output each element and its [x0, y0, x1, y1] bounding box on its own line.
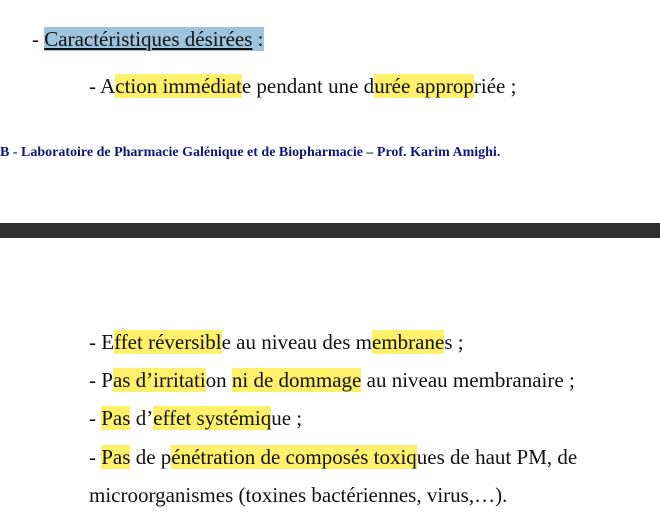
text-run: - A: [89, 74, 116, 98]
highlighted-text: énétration de composés toxiq: [171, 445, 417, 469]
page-divider: [0, 223, 660, 238]
text-run: -: [89, 445, 102, 469]
heading-bullet: -: [32, 27, 45, 51]
text-run: e pendant une d: [241, 74, 375, 98]
highlighted-text: ffet réversibl: [114, 330, 222, 354]
list-item: [89, 329, 464, 355]
text-run: s ;: [444, 330, 464, 354]
text-run: ues de haut PM, de: [416, 445, 578, 469]
text-run: -: [89, 406, 102, 430]
list-item: [89, 444, 577, 470]
heading-suffix: :: [252, 27, 264, 51]
highlighted-text: effet systémiq: [153, 406, 272, 430]
text-run: de p: [130, 445, 172, 469]
list-item: [89, 73, 516, 99]
highlighted-text: urée approp: [374, 74, 474, 98]
highlighted-text: embrane: [372, 330, 445, 354]
heading-title: Caractéristiques désirées: [44, 27, 253, 51]
text-run: - P: [89, 368, 113, 392]
text-run: on: [205, 368, 232, 392]
list-item-continuation: microorganismes (toxines bactériennes, virus,…).: [89, 483, 508, 507]
highlighted-text: Pas: [101, 445, 131, 469]
text-run: - E: [89, 330, 115, 354]
text-run: ue ;: [271, 406, 303, 430]
text-run: d’: [130, 406, 154, 430]
text-run: au niveau membranaire ;: [361, 368, 575, 392]
highlighted-text: Pas: [101, 406, 131, 430]
highlighted-text: as d’irritati: [112, 368, 206, 392]
highlighted-text: ction immédiat: [115, 74, 242, 98]
highlighted-text: ni de dommage: [231, 368, 362, 392]
section-heading: [32, 26, 264, 52]
list-item: [89, 405, 302, 431]
text-run: e au niveau des m: [221, 330, 373, 354]
text-run: riée ;: [473, 74, 517, 98]
list-item: [89, 367, 575, 393]
page-footer: B - Laboratoire de Pharmacie Galénique et de Biopharmacie – Prof. Karim Amighi.: [0, 145, 501, 160]
